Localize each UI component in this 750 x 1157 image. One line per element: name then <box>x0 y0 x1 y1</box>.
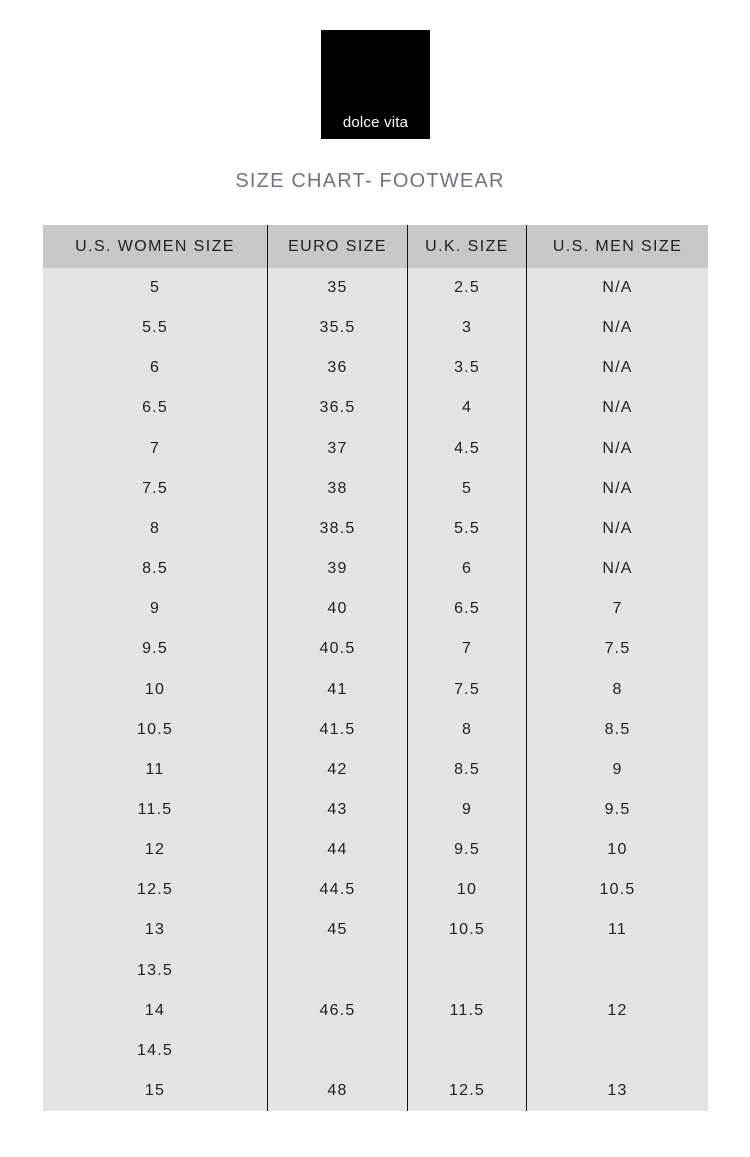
uk-size-cell: 5 <box>461 479 473 497</box>
uk-size-cell: 4.5 <box>454 439 480 457</box>
us-men-size-cell <box>527 1031 708 1071</box>
us-women-size-cell: 13.5 <box>137 961 173 979</box>
us-women-size-cell: 15 <box>144 1082 166 1099</box>
euro-size-cell: 36 <box>327 359 348 377</box>
us-women-size-cell: 10.5 <box>137 720 173 738</box>
us-women-size-cell: 14 <box>144 1001 166 1019</box>
us-men-size-cell: N/A <box>602 319 633 337</box>
euro-size-cell: 45 <box>327 921 348 939</box>
us-men-size-cell: 9 <box>612 760 623 778</box>
uk-size-cell: 6.5 <box>454 600 480 618</box>
uk-size-cell: 11.5 <box>449 1001 485 1019</box>
euro-size-cell: 42 <box>327 760 348 778</box>
us-women-size-cell: 12.5 <box>137 881 173 899</box>
header-us-men-size: U.S. MEN SIZE <box>552 238 683 255</box>
us-men-size-cell: 9.5 <box>604 800 631 818</box>
us-men-size-cell: N/A <box>602 359 633 377</box>
uk-size-cell: 8.5 <box>454 760 480 778</box>
us-men-size-cell: 12 <box>607 1001 628 1019</box>
us-women-size-cell: 12 <box>144 841 166 859</box>
uk-size-cell: 3 <box>461 319 473 337</box>
euro-size-cell: 43 <box>327 800 348 818</box>
us-men-size-cell <box>527 951 708 991</box>
column-divider <box>267 225 268 1111</box>
us-women-size-cell: 13 <box>144 921 166 939</box>
us-men-size-cell: N/A <box>602 399 633 417</box>
page-title: SIZE CHART- FOOTWEAR <box>235 170 505 192</box>
uk-size-cell: 7.5 <box>454 680 480 698</box>
euro-size-cell <box>268 1031 407 1071</box>
uk-size-cell: 2.5 <box>454 279 480 296</box>
us-women-size-cell: 5.5 <box>142 319 168 337</box>
us-women-size-cell: 7 <box>149 439 161 457</box>
euro-size-cell: 41.5 <box>319 720 356 738</box>
euro-size-cell: 35.5 <box>319 319 356 337</box>
euro-size-cell: 48 <box>327 1082 348 1099</box>
euro-size-cell: 40 <box>327 600 348 618</box>
uk-size-cell: 10.5 <box>449 921 485 939</box>
us-men-size-cell: 10.5 <box>599 881 636 899</box>
us-men-size-cell: 7.5 <box>604 640 631 658</box>
euro-size-cell <box>268 951 407 991</box>
euro-size-cell: 46.5 <box>319 1001 356 1019</box>
us-men-size-cell: 8 <box>612 680 623 698</box>
euro-size-cell: 38 <box>327 479 348 497</box>
us-women-size-cell: 9.5 <box>142 640 168 658</box>
us-women-size-cell: 8 <box>149 519 161 537</box>
us-women-size-cell: 11.5 <box>137 800 173 818</box>
euro-size-cell: 41 <box>327 680 348 698</box>
us-men-size-cell: 10 <box>607 841 628 859</box>
uk-size-cell: 3.5 <box>454 359 480 377</box>
table-header-row <box>43 225 708 268</box>
column-divider <box>526 225 527 1111</box>
us-men-size-cell: 13 <box>607 1082 628 1099</box>
us-men-size-cell: N/A <box>602 560 633 578</box>
uk-size-cell: 8 <box>461 720 473 738</box>
header-uk-size: U.K. SIZE <box>425 238 509 255</box>
us-women-size-cell: 6.5 <box>142 399 168 417</box>
us-women-size-cell: 7.5 <box>142 479 168 497</box>
us-men-size-cell: 7 <box>612 600 623 618</box>
us-men-size-cell: 8.5 <box>604 720 631 738</box>
us-men-size-cell: N/A <box>602 439 633 457</box>
us-men-size-cell: N/A <box>602 519 633 537</box>
euro-size-cell: 35 <box>327 279 348 296</box>
header-us-women-size: U.S. WOMEN SIZE <box>75 238 235 255</box>
us-women-size-cell: 14.5 <box>137 1041 173 1059</box>
euro-size-cell: 44.5 <box>319 881 356 899</box>
us-women-size-cell: 10 <box>144 680 166 698</box>
uk-size-cell: 10 <box>456 881 478 899</box>
us-women-size-cell: 11 <box>145 760 165 778</box>
header-euro-size: EURO SIZE <box>288 238 387 255</box>
us-women-size-cell: 9 <box>149 600 161 618</box>
uk-size-cell: 6 <box>461 560 473 578</box>
euro-size-cell: 37 <box>327 439 348 457</box>
uk-size-cell: 9 <box>461 800 473 818</box>
uk-size-cell: 12.5 <box>449 1082 485 1099</box>
uk-size-cell <box>408 1031 526 1071</box>
us-women-size-cell: 5 <box>149 279 161 296</box>
euro-size-cell: 40.5 <box>319 640 356 658</box>
us-women-size-cell: 8.5 <box>142 560 168 578</box>
us-men-size-cell: N/A <box>602 279 633 296</box>
uk-size-cell: 9.5 <box>454 841 480 859</box>
uk-size-cell: 5.5 <box>454 519 480 537</box>
brand-logo <box>321 30 430 139</box>
column-divider <box>407 225 408 1111</box>
euro-size-cell: 39 <box>327 560 348 578</box>
brand-logo-text: dolce vita <box>342 114 409 131</box>
us-women-size-cell: 6 <box>149 359 161 377</box>
uk-size-cell: 7 <box>461 640 473 658</box>
us-men-size-cell: 11 <box>607 921 627 939</box>
euro-size-cell: 38.5 <box>319 519 356 537</box>
size-chart-table <box>43 225 708 1111</box>
uk-size-cell <box>408 951 526 991</box>
uk-size-cell: 4 <box>461 399 473 417</box>
us-men-size-cell: N/A <box>602 479 633 497</box>
euro-size-cell: 36.5 <box>319 399 356 417</box>
euro-size-cell: 44 <box>327 841 348 859</box>
